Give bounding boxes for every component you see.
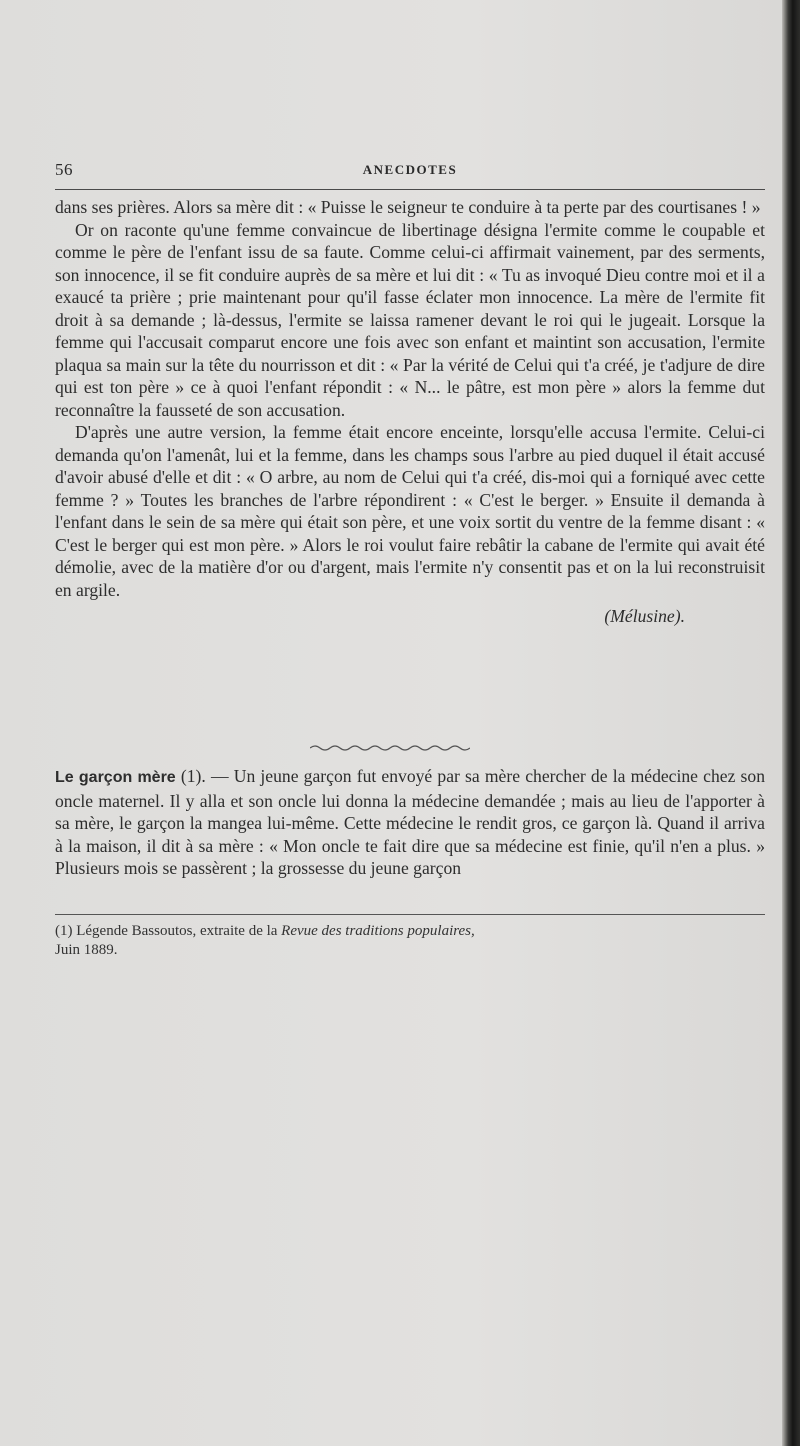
wavy-divider (310, 744, 470, 752)
page-header (55, 160, 765, 182)
running-title: ANECDOTES (362, 162, 458, 177)
page-number: 56 (55, 160, 73, 179)
section-text: — Un jeune garçon fut envoyé par sa mère chercher de la médecine chez son oncle maternel. Il y alla et son oncle lui donna la médecine demandée ; mais au lieu de l'apporter à sa mère, le garçon la mangea lui-même. Cette médecine le rendit gros, ce garçon là. Quand il arriva à la maison, il dit à sa mère : « Mon oncle te fait dire que sa médecine est finie, qu'il n'en a plus. » Plusieurs mois se passèrent ; la grossesse du jeune garçon (55, 766, 765, 878)
section-heading: Le garçon mère (55, 769, 176, 786)
footnote-source-title: Revue des traditions populaires, (281, 923, 475, 939)
source-signature: (Mélusine). (604, 606, 685, 626)
paragraph: D'après une autre version, la femme était encore enceinte, lorsqu'elle accusa l'ermite. Celui-ci demanda qu'on l'amenât, lui et la femme, dans les champs sous l'arbre au pied duquel il était accusé d'avoir abusé d'elle et dit : « O arbre, au nom de Celui qui t'a créé, dis-moi qui a forniqué avec cette femme ? » Toutes les branches de l'arbre répondirent : « C'est le berger. » Ensuite il demanda à l'enfant dans le sein de sa mère qui était son père, et une voix sortit du ventre de la femme disant : « C'est le berger qui est mon père. » Alors le roi voulut faire rebâtir la cabane de l'ermite qui avait été démolie, avec de la matière d'or ou d'argent, mais l'ermite n'y consentit pas et on la lui reconstruisit en argile. (55, 422, 765, 600)
page-binding-edge (782, 0, 800, 1446)
footnote-rule (55, 914, 765, 915)
footnote (55, 922, 765, 960)
header-rule (55, 189, 765, 190)
paragraph: dans ses prières. Alors sa mère dit : « Puisse le seigneur te conduire à ta perte par des courtisanes ! » (55, 197, 761, 217)
footnote-prefix: (1) Légende Bassoutos, extraite de la (55, 923, 282, 939)
paragraph: Or on raconte qu'une femme convaincue de libertinage désigna l'ermite comme le coupable et comme le père de l'enfant issu de sa faute. Comme celui-ci affirmait vainement, par des serments, son innocence, il se fit conduire auprès de sa mère et lui dit : « Tu as invoqué Dieu contre moi et il a exaucé ta prière ; prie maintenant pour qu'il fasse éclater mon innocence. La mère de l'ermite fit droit à sa demande ; là-dessus, l'ermite se laissa ramener devant le roi qui le jugeait. Lorsque la femme qui l'accusait comparut encore une fois avec son enfant et maintint son accusation, l'ermite plaqua sa main sur la tête du nourrisson et dit : « Par la vérité de Celui qui t'a créé, je t'adjure de dire qui est ton père » ce à quoi l'enfant répondit : « N... le pâtre, est mon père » alors la femme dut reconnaître la fausseté de son accusation. (55, 219, 765, 420)
footnote-reference: (1). (180, 766, 206, 786)
main-text (55, 196, 765, 628)
anecdote-section (55, 765, 765, 880)
footnote-date: Juin 1889. (55, 942, 118, 958)
